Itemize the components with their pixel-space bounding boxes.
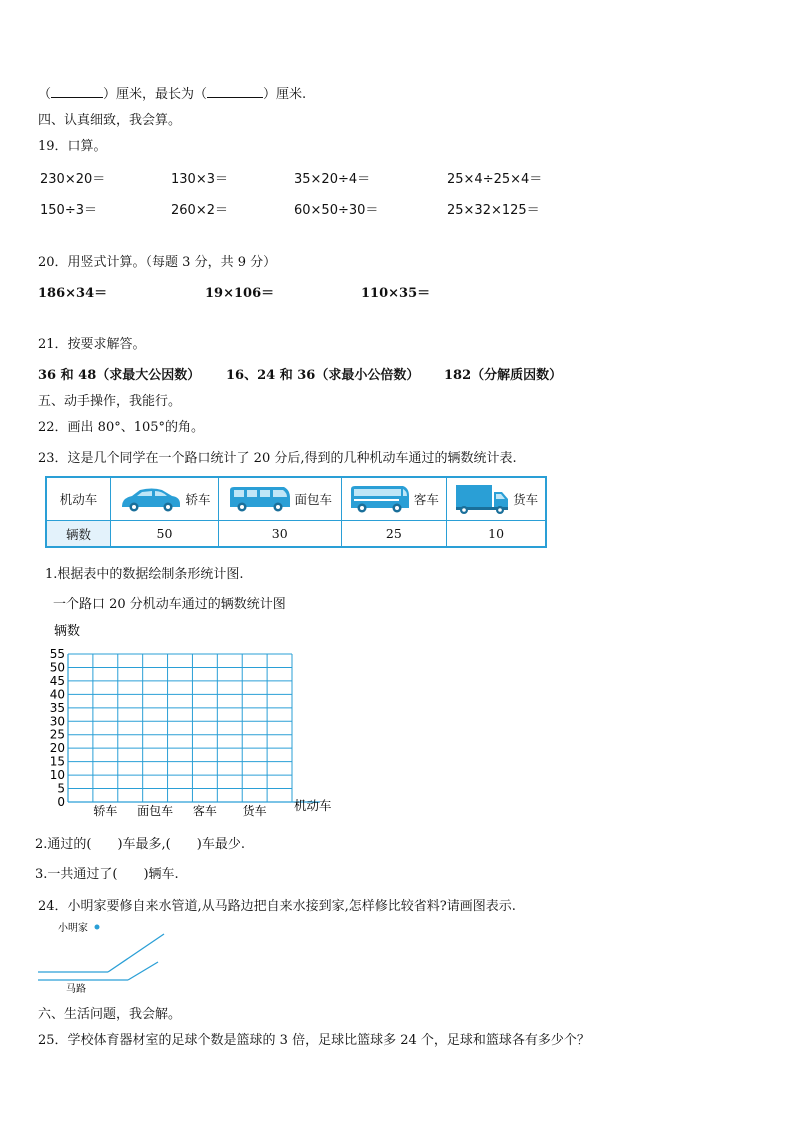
count-cell: 10 [447, 521, 546, 548]
vehicle-name: 货车 [513, 492, 539, 507]
x-tick-label: 轿车 [93, 804, 118, 818]
chart-x-ticks [93, 803, 266, 818]
count-cell: 25 [341, 521, 447, 548]
y-tick-label: 20 [49, 741, 65, 756]
q20-item: 19×106＝ [205, 286, 275, 301]
q22-text: 22．画出 80°、105°的角。 [38, 420, 205, 435]
y-tick-label: 45 [49, 673, 65, 688]
q20-item: 186×34＝ [38, 286, 108, 301]
table-header-label: 机动车 [46, 477, 111, 521]
y-tick-label: 5 [57, 781, 65, 796]
chart-x-label: 机动车 [294, 798, 332, 813]
count-cell: 30 [219, 521, 342, 548]
q25-text: 25．学校体育器材室的足球个数是篮球的 3 倍，足球比篮球多 24 个，足球和篮球各有多少个？ [38, 1033, 590, 1048]
road-edge-lower-diagonal [128, 962, 158, 980]
table-row [46, 521, 546, 548]
chart-y-label: 辆数 [54, 624, 81, 639]
house-dot [95, 925, 100, 930]
top-answer-line: （ ）厘米，最长为（ ）厘米. [38, 87, 307, 102]
road-label: 马路 [66, 984, 86, 995]
van-icon [228, 484, 292, 514]
truck-icon [454, 482, 510, 516]
q23-title: 23．这是几个同学在一个路口统计了 20 分后,得到的几种机动车通过的辆数统计表. [38, 451, 517, 466]
q19-item: 25×32×125＝ [447, 203, 540, 218]
chart-grid [68, 654, 320, 802]
q19-item: 130×3＝ [171, 172, 228, 187]
y-tick-label: 55 [49, 647, 65, 661]
q23-sub3: 3.一共通过了( )辆车. [35, 867, 179, 882]
x-tick-label: 面包车 [137, 804, 174, 818]
q20-item: 110×35＝ [361, 286, 431, 301]
answer-blank[interactable] [207, 85, 263, 98]
road-edge-upper-diagonal [108, 934, 164, 972]
q21-title: 21．按要求解答。 [38, 337, 146, 352]
y-tick-label: 30 [49, 714, 65, 729]
q21-item: 36 和 48（求最大公因数） [38, 368, 201, 383]
q19-item: 60×50÷30＝ [294, 203, 379, 218]
q19-item: 260×2＝ [171, 203, 228, 218]
y-tick-label: 35 [49, 700, 65, 715]
vehicle-name: 面包车 [294, 492, 333, 507]
pipe-diagram[interactable] [36, 918, 176, 998]
y-tick-label: 15 [49, 754, 65, 769]
y-tick-label: 40 [49, 687, 65, 702]
chart-y-ticks [50, 647, 65, 809]
section-6-heading: 六、生活问题，我会解。 [38, 1007, 182, 1022]
y-tick-label: 0 [57, 795, 65, 809]
q19-item: 25×4÷25×4＝ [447, 172, 543, 187]
house-label: 小明家 [58, 923, 88, 934]
table-cell [219, 477, 342, 521]
table-row-label: 辆数 [46, 521, 111, 548]
vehicle-name: 轿车 [185, 492, 211, 507]
q23-sub1: 1.根据表中的数据绘制条形统计图. [45, 567, 244, 582]
q19-item: 230×20＝ [40, 172, 106, 187]
q19-title: 19．口算。 [38, 139, 107, 154]
y-tick-label: 50 [49, 660, 65, 675]
vehicle-name: 客车 [413, 492, 439, 507]
q21-item: 16、24 和 36（求最小公倍数） [226, 368, 420, 383]
table-cell [341, 477, 447, 521]
x-tick-label: 货车 [242, 804, 267, 818]
y-tick-label: 10 [49, 768, 65, 783]
q24-title: 24．小明家要修自来水管道,从马路边把自来水接到家,怎样修比较省料?请画图表示. [38, 899, 516, 914]
vehicle-count-table [45, 476, 547, 548]
x-tick-label: 客车 [192, 804, 217, 818]
q20-title: 20．用竖式计算。（每题 3 分，共 9 分） [38, 255, 277, 270]
chart-title: 一个路口 20 分机动车通过的辆数统计图 [53, 597, 286, 612]
q23-sub2: 2.通过的( )车最多,( )车最少. [35, 837, 245, 852]
section-4-heading: 四、认真细致，我会算。 [38, 113, 182, 128]
q19-item: 35×20÷4＝ [294, 172, 371, 187]
y-tick-label: 25 [49, 727, 65, 742]
q19-item: 150÷3＝ [40, 203, 97, 218]
section-5-heading: 五、动手操作，我能行。 [38, 394, 182, 409]
q21-item: 182（分解质因数） [444, 368, 563, 383]
car-icon [118, 484, 182, 514]
table-cell [447, 477, 546, 521]
bar-chart[interactable] [30, 618, 350, 820]
answer-blank[interactable] [51, 85, 103, 98]
count-cell: 50 [111, 521, 219, 548]
table-cell [111, 477, 219, 521]
table-row [46, 477, 546, 521]
bus-icon [349, 484, 411, 514]
